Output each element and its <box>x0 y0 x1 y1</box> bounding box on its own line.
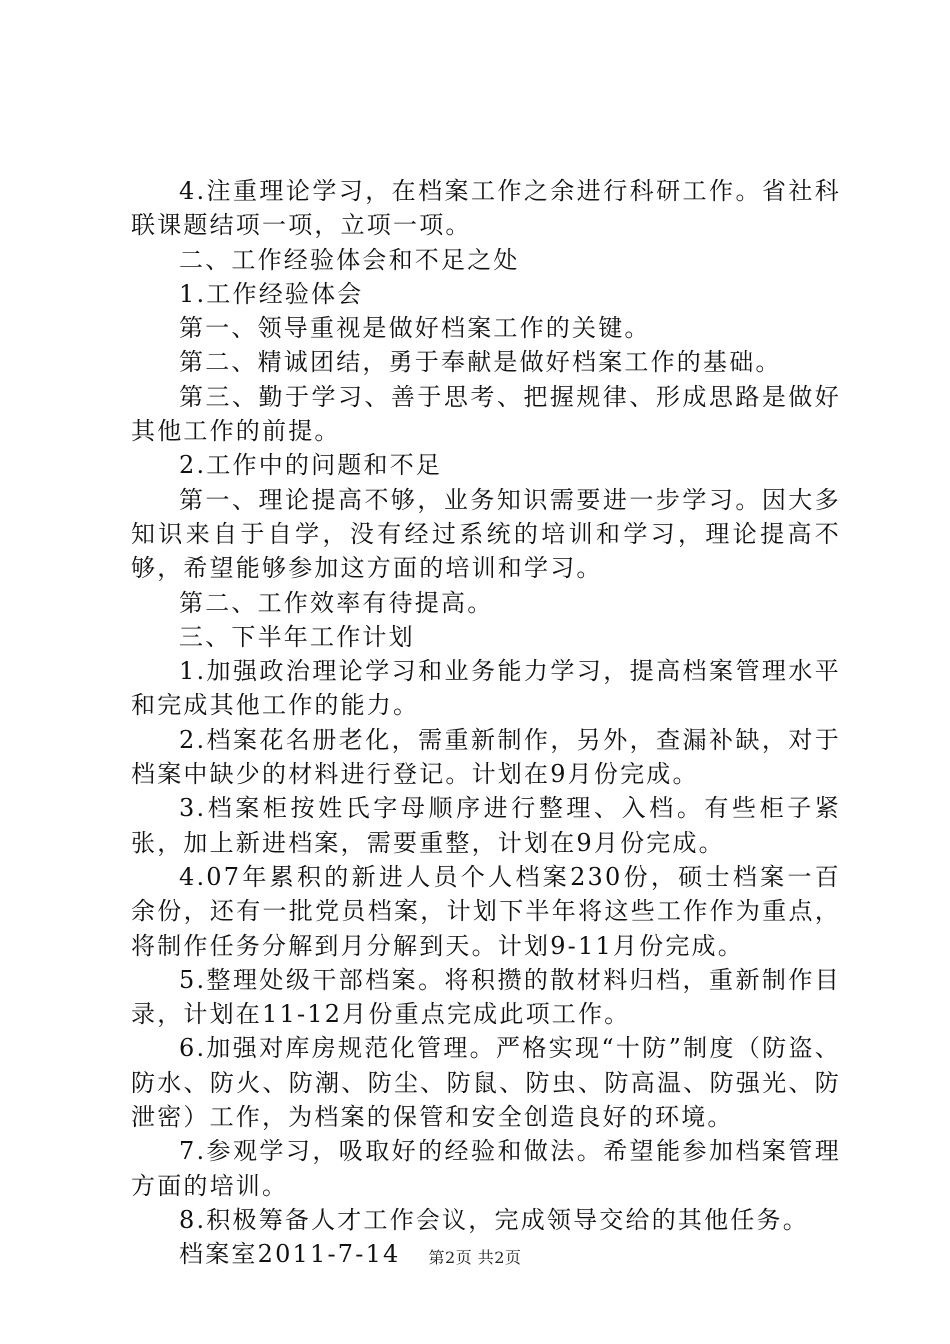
plan-item-8: 8.积极筹备人才工作会议，完成领导交给的其他任务。 <box>179 1205 809 1234</box>
paragraph-problem-1: 第一、理论提高不够，业务知识需要进一步学习。因大多知识来自于自学，没有经过系统的培训和学习，理论提高不够，希望能够参加这方面的培训和学习。 <box>131 485 841 583</box>
paragraph-problem-2: 第二、工作效率有待提高。 <box>179 588 494 617</box>
subheading-experience: 1.工作经验体会 <box>179 279 364 308</box>
plan-item-7: 7.参观学习，吸取好的经验和做法。希望能参加档案管理方面的培训。 <box>131 1137 841 1200</box>
paragraph-experience-1: 第一、领导重视是做好档案工作的关键。 <box>179 314 651 343</box>
plan-item-1: 1.加强政治理论学习和业务能力学习，提高档案管理水平和完成其他工作的能力。 <box>131 657 841 720</box>
plan-item-6: 6.加强对库房规范化管理。严格实现“十防”制度（防盗、防水、防火、防潮、防尘、防鼠、防虫、防高温、防强光、防泄密）工作，为档案的保管和安全创造良好的环境。 <box>131 1034 841 1132</box>
paragraph-experience-3: 第三、勤于学习、善于思考、把握规律、形成思路是做好其他工作的前提。 <box>131 382 841 446</box>
plan-item-5: 5.整理处级干部档案。将积攒的散材料归档，重新制作目录，计划在11-12月份重点完成此项工作。 <box>131 965 841 1029</box>
heading-experience-and-shortcomings: 二、工作经验体会和不足之处 <box>179 245 520 274</box>
plan-item-2: 2.档案花名册老化，需重新制作，另外，查漏补缺，对于档案中缺少的材料进行登记。计划在9月份完成。 <box>131 725 841 789</box>
document-body <box>131 174 841 1272</box>
subheading-problems: 2.工作中的问题和不足 <box>179 451 443 480</box>
paragraph-experience-2: 第二、精诚团结，勇于奉献是做好档案工作的基础。 <box>179 348 782 377</box>
plan-item-4: 4.07年累积的新进人员个人档案230份，硕士档案一百余份，还有一批党员档案，计划下半年将这些工作作为重点，将制作任务分解到月分解到天。计划9-11月份完成。 <box>131 862 841 960</box>
heading-work-plan: 三、下半年工作计划 <box>179 622 415 651</box>
page-number-footer: 第2页 共2页 <box>428 1248 522 1267</box>
paragraph-research: 4.注重理论学习，在档案工作之余进行科研工作。省社科联课题结项一项，立项一项。 <box>131 177 841 240</box>
plan-item-3: 3.档案柜按姓氏字母顺序进行整理、入档。有些柜子紧张，加上新进档案，需要重整，计划在9月份完成。 <box>131 794 841 857</box>
signature-date: 档案室2011-7-14 <box>179 1240 401 1269</box>
